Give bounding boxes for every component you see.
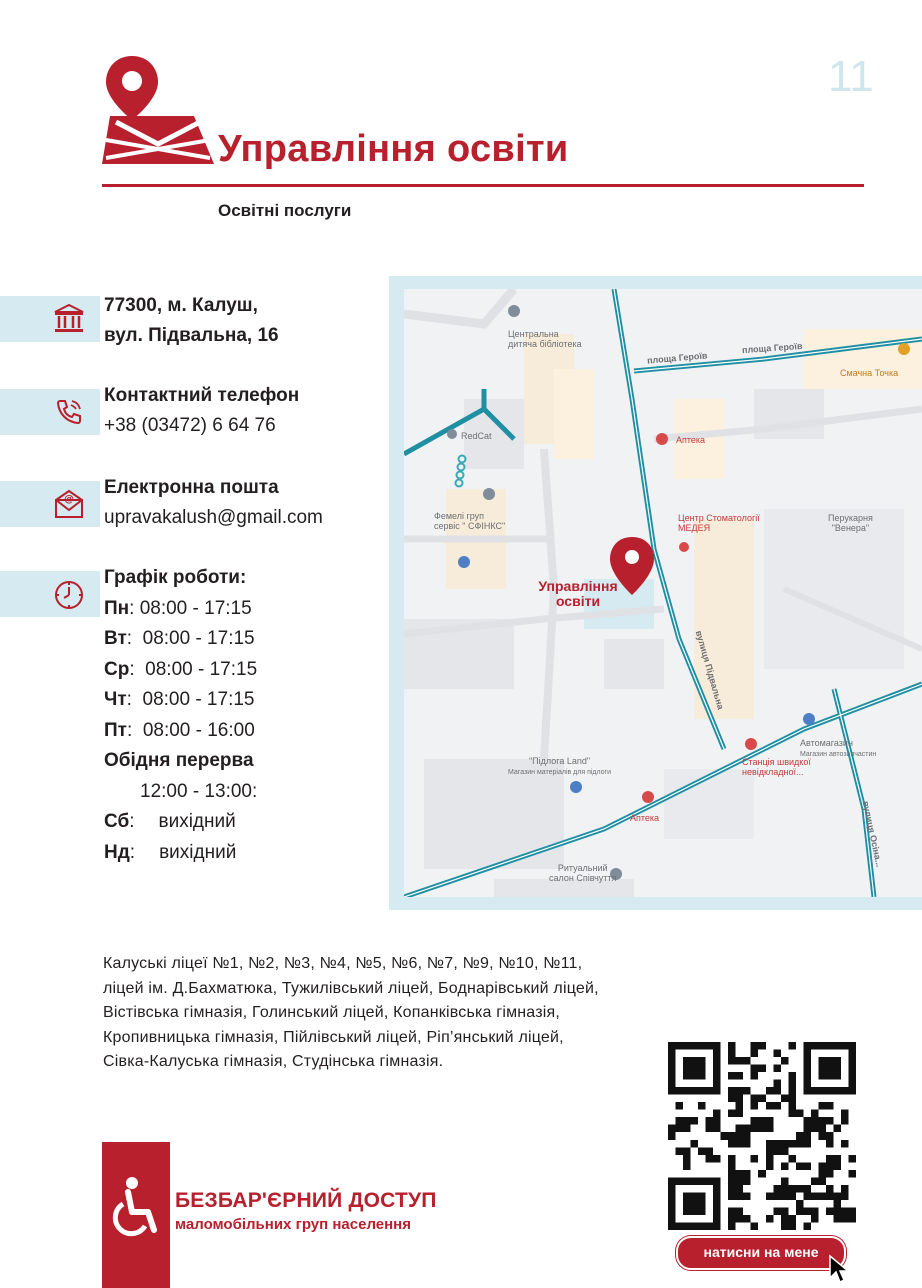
title-divider	[102, 184, 864, 187]
map-label-auto: Автомагазин Магазин автозапчастин	[800, 738, 877, 758]
email-icon	[52, 487, 86, 521]
email-block	[104, 473, 323, 533]
map-label-street-right: вулиця Осіна...	[860, 800, 885, 868]
address-block	[104, 291, 279, 351]
page-subtitle: Освітні послуги	[218, 201, 352, 220]
email-address[interactable]: upravakalush@gmail.com	[104, 507, 323, 528]
building-icon	[52, 302, 86, 336]
svg-text:@: @	[64, 494, 74, 505]
accessibility-subtitle: маломобільних груп населення	[175, 1216, 411, 1233]
location-envelope-logo-icon	[102, 54, 214, 166]
schedule-row-wed: Ср: 08:00 - 17:15	[104, 658, 258, 680]
map-label-ambulance: Станція швидкої невідкладної...	[742, 757, 811, 777]
wheelchair-icon	[110, 1176, 162, 1238]
map-label-cafe: Смачна Точка	[840, 368, 899, 378]
schedule-row-sun: Нд: вихідний	[104, 841, 237, 863]
accessibility-box	[102, 1142, 170, 1288]
page-title: Управління освіти	[218, 128, 569, 170]
map-label-pharmacy-1: Аптека	[676, 435, 706, 445]
schedule-row-sat: Сб: вихідний	[104, 811, 236, 832]
phone-block	[104, 381, 299, 441]
email-tab	[0, 481, 100, 527]
schedule-tab	[0, 571, 100, 617]
map-label-fameli: Фемелі груп сервіс " СФІНКС"	[434, 511, 506, 531]
location-map[interactable]	[404, 289, 922, 897]
phone-tab	[0, 389, 100, 435]
break-label: Обідня перерва	[104, 750, 254, 771]
map-label-dental: Центр Стоматології МЕДЕЯ	[678, 513, 760, 533]
schools-list: Калуські ліцеї №1, №2, №3, №4, №5, №6, №7, №9, №10, №11, ліцей ім. Д.Бахматюка, Тужилівський ліцей, Боднарівський ліцей, Вістівська гімназія, Голинський ліцей, Копанківська гімназія, Кропивницька гімназія, Пійлівський ліцей, Ріп’янський ліцей, Сівка-Калуська гімназія, Студінська гімназія.	[103, 955, 599, 1071]
schedule-row-thu: Чт: 08:00 - 17:15	[104, 689, 255, 710]
break-hours: 12:00 - 13:00:	[140, 780, 258, 802]
map-label-hairdresser: Перукарня "Венера"	[828, 513, 873, 533]
address-line2: вул. Підвальна, 16	[104, 325, 279, 346]
address-line1: 77300, м. Калуш,	[104, 295, 258, 316]
phone-icon	[52, 395, 86, 429]
cursor-icon	[828, 1254, 850, 1284]
map-label-floor: "Підлога Land" Магазин матеріалів для підлоги	[508, 756, 612, 776]
accessibility-title: БЕЗБАР'ЄРНИЙ ДОСТУП	[175, 1189, 437, 1212]
map-label-street-heroes: площа Героїв	[646, 350, 708, 366]
address-tab	[0, 296, 100, 342]
schedule-row-tue: Вт: 08:00 - 17:15	[104, 628, 255, 649]
map-label-street-heroes-2: площа Героїв	[741, 340, 803, 356]
qr-code[interactable]	[668, 1042, 856, 1230]
schedule-row-fri: Пт: 08:00 - 16:00	[104, 719, 255, 741]
map-label-street-pidvalna: вулиця Підвальна	[693, 629, 726, 711]
schedule-block	[104, 563, 257, 868]
map-label-library: Центральна дитяча бібліотека	[508, 329, 582, 349]
schedule-row-mon: Пн: 08:00 - 17:15	[104, 597, 252, 619]
phone-number[interactable]: +38 (03472) 6 64 76	[104, 415, 276, 436]
map-pin-label: Управління освіти	[538, 578, 618, 609]
page-number: 11	[828, 52, 874, 101]
email-label: Електронна пошта	[104, 477, 279, 498]
clock-icon	[52, 577, 86, 611]
map-label-funeral: Ритуальний салон Співчуття	[549, 863, 617, 883]
schedule-label: Графік роботи:	[104, 567, 247, 588]
qr-button[interactable]: натисни на мене	[676, 1236, 846, 1270]
map-label-redcat: RedCat	[461, 431, 492, 441]
map-label-pharmacy-2: Аптека	[630, 813, 660, 823]
map-graphics	[404, 289, 922, 897]
phone-label: Контактний телефон	[104, 385, 300, 406]
